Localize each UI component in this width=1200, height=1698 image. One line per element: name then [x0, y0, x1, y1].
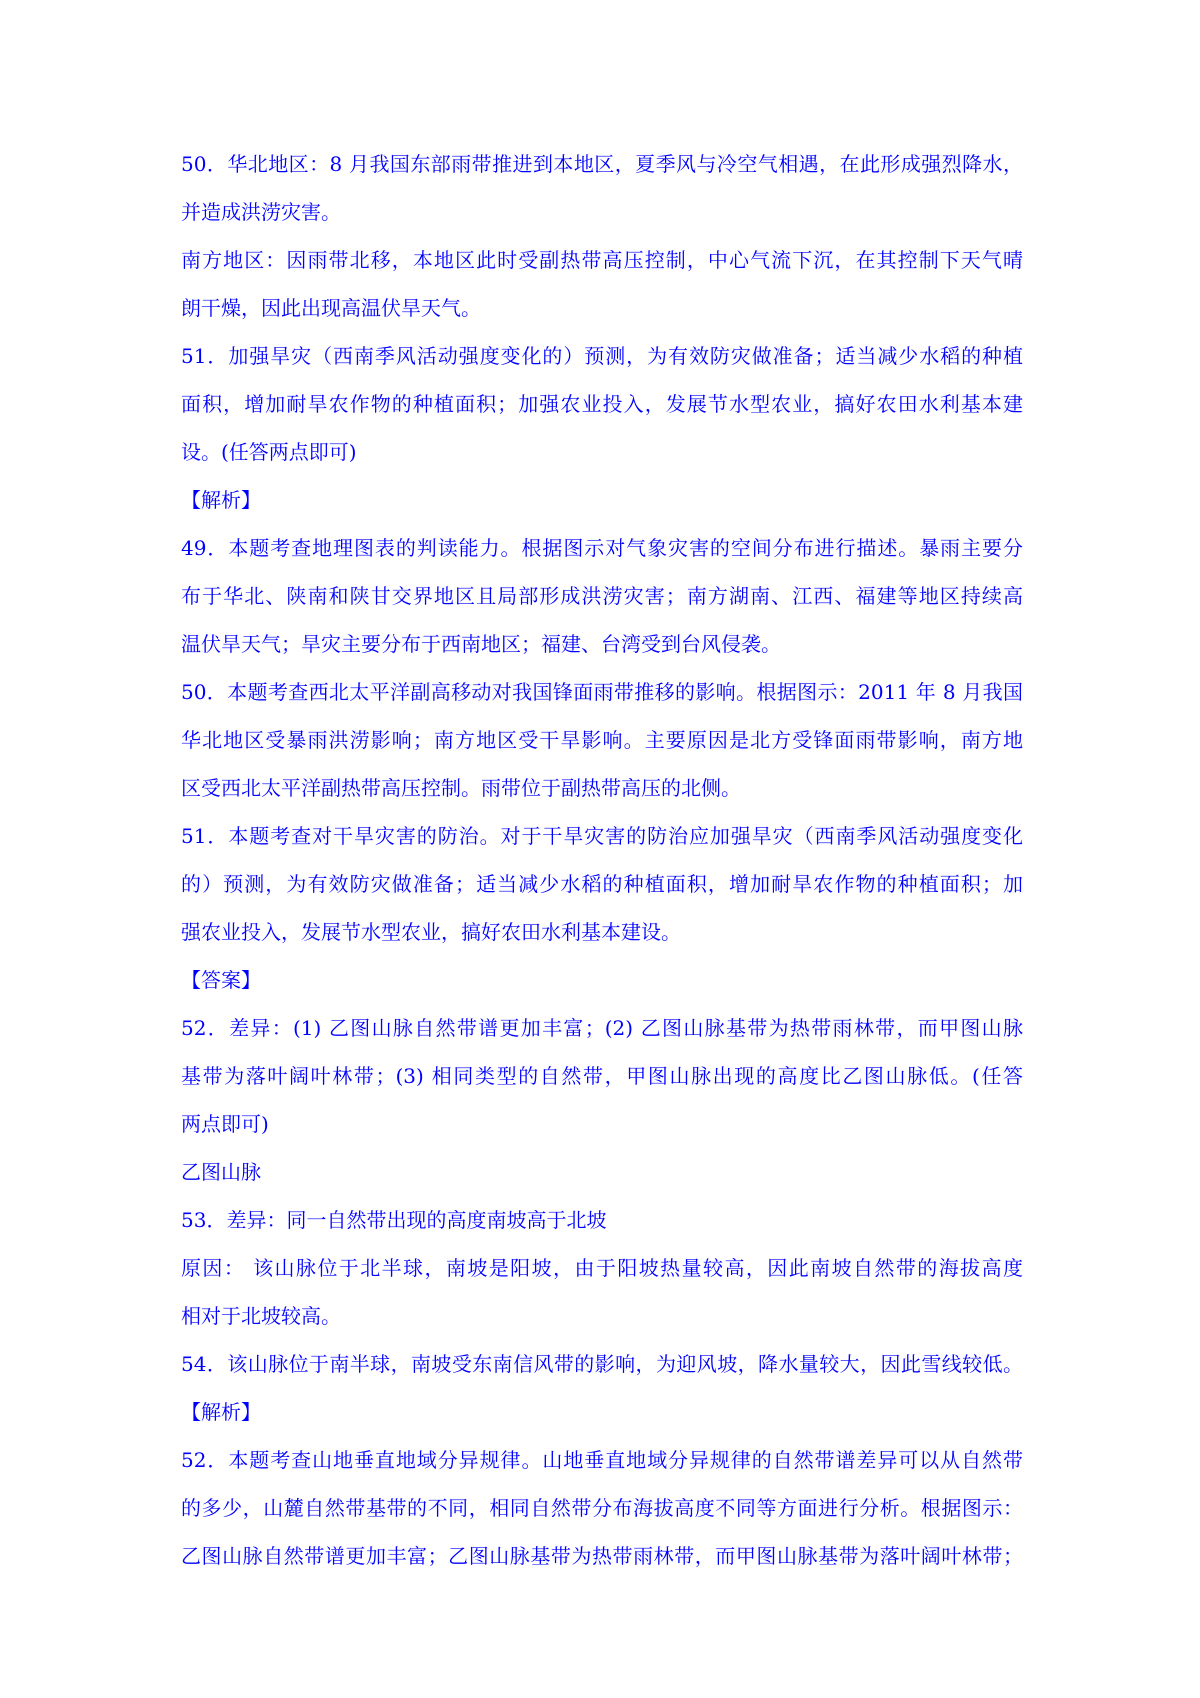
- text-line: 乙图山脉自然带谱更加丰富；乙图山脉基带为热带雨林带，而甲图山脉基带为落叶阔叶林带；: [181, 1544, 1023, 1568]
- text-line: 区受西北太平洋副热带高压控制。雨带位于副热带高压的北侧。: [181, 776, 741, 800]
- text-line: 布于华北、陕南和陕甘交界地区且局部形成洪涝灾害；南方湖南、江西、福建等地区持续高: [181, 584, 1023, 608]
- text-line: 52．本题考查山地垂直地域分异规律。山地垂直地域分异规律的自然带谱差异可以从自然带: [181, 1448, 1023, 1472]
- text-line: 51．本题考查对干旱灾害的防治。对于干旱灾害的防治应加强旱灾（西南季风活动强度变化: [181, 824, 1023, 848]
- text-line: 原因： 该山脉位于北半球，南坡是阳坡，由于阳坡热量较高，因此南坡自然带的海拔高度: [181, 1256, 1023, 1280]
- text-line: 49．本题考查地理图表的判读能力。根据图示对气象灾害的空间分布进行描述。暴雨主要分: [181, 536, 1023, 560]
- text-line: 并造成洪涝灾害。: [181, 200, 341, 224]
- text-line: 51．加强旱灾（西南季风活动强度变化的）预测，为有效防灾做准备；适当减少水稻的种植: [181, 344, 1023, 368]
- text-line: 华北地区受暴雨洪涝影响；南方地区受干旱影响。主要原因是北方受锋面雨带影响，南方地: [181, 728, 1023, 752]
- text-line: 强农业投入，发展节水型农业，搞好农田水利基本建设。: [181, 920, 681, 944]
- text-line: 52．差异：(1) 乙图山脉自然带谱更加丰富；(2) 乙图山脉基带为热带雨林带，而甲图山脉: [181, 1016, 1023, 1040]
- text-line: 50．华北地区：8 月我国东部雨带推进到本地区，夏季风与冷空气相遇，在此形成强烈降水，: [181, 152, 1023, 176]
- text-line: 乙图山脉: [181, 1160, 261, 1184]
- section-label-analysis: 【解析】: [181, 488, 261, 512]
- section-label-analysis: 【解析】: [181, 1400, 261, 1424]
- text-line: 两点即可): [181, 1112, 269, 1136]
- text-line: 面积，增加耐旱农作物的种植面积；加强农业投入，发展节水型农业，搞好农田水利基本建: [181, 392, 1023, 416]
- text-line: 的多少，山麓自然带基带的不同，相同自然带分布海拔高度不同等方面进行分析。根据图示：: [181, 1496, 1023, 1520]
- text-line: 53．差异：同一自然带出现的高度南坡高于北坡: [181, 1208, 607, 1232]
- text-line: 温伏旱天气；旱灾主要分布于西南地区；福建、台湾受到台风侵袭。: [181, 632, 781, 656]
- section-label-answer: 【答案】: [181, 968, 261, 992]
- text-line: 相对于北坡较高。: [181, 1304, 341, 1328]
- text-line: 54．该山脉位于南半球，南坡受东南信风带的影响，为迎风坡，降水量较大，因此雪线较低。: [181, 1352, 1023, 1376]
- text-line: 50．本题考查西北太平洋副高移动对我国锋面雨带推移的影响。根据图示：2011 年 8 月我国: [181, 680, 1023, 704]
- document-body: [181, 152, 1023, 1592]
- text-line: 设。(任答两点即可): [181, 440, 357, 464]
- text-line: 基带为落叶阔叶林带；(3) 相同类型的自然带，甲图山脉出现的高度比乙图山脉低。(任答: [181, 1064, 1023, 1088]
- text-line: 朗干燥，因此出现高温伏旱天气。: [181, 296, 481, 320]
- text-line: 南方地区：因雨带北移，本地区此时受副热带高压控制，中心气流下沉，在其控制下天气晴: [181, 248, 1023, 272]
- text-line: 的）预测，为有效防灾做准备；适当减少水稻的种植面积，增加耐旱农作物的种植面积；加: [181, 872, 1023, 896]
